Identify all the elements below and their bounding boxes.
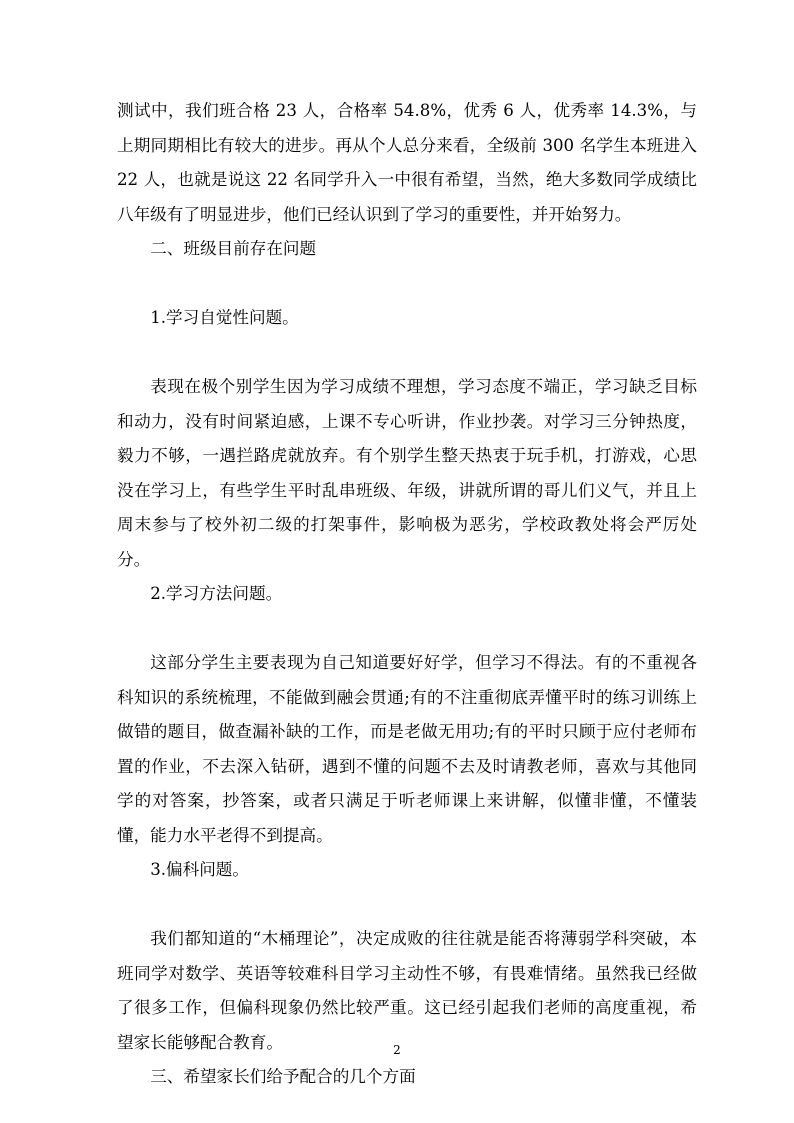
paragraph-test-results: 测试中，我们班合格 23 人，合格率 54.8%，优秀 6 人，优秀率 14.3%，与上期同期相比有较大的进步。再从个人总分来看，全级前 300 名学生本班进入 22 人，也就是说这 22 名同学升入一中很有希望，当然，绝大多数同学成绩比八年级有了明显进步，他们已经认识到了学习的重要性，并开始努力。 <box>117 101 697 224</box>
section-heading-current-problems: 二、班级目前存在问题 <box>150 239 317 258</box>
paragraph-study-method: 这部分学生主要表现为自己知道要好好学，但学习不得法。有的不重视各科知识的系统梳理，不能做到融会贯通;有的不注重彻底弄懂平时的练习训练上做错的题目，做查漏补缺的工作，而是老做无用功;有的平时只顾于应付老师布置的作业，不去深入钻研，遇到不懂的问题不去及时请教老师，喜欢与其他同学的对答案，抄答案，或者只满足于听老师课上来讲解，似懂非懂，不懂装懂，能力水平老得不到提高。 <box>117 653 697 845</box>
paragraph-subject-imbalance: 我们都知道的“木桶理论”，决定成败的往往就是能否将薄弱学科突破，本班同学对数学、英语等较难科目学习主动性不够，有畏难情绪。虽然我已经做了很多工作，但偏科现象仍然比较严重。这已经引起我们老师的高度重视，希望家长能够配合教育。 <box>117 929 697 1052</box>
document-body <box>117 94 697 1095</box>
paragraph-self-discipline: 表现在极个别学生因为学习成绩不理想，学习态度不端正，学习缺乏目标和动力，没有时间紧迫感，上课不专心听讲，作业抄袭。对学习三分钟热度，毅力不够，一遇拦路虎就放弃。有个别学生整天热衷于玩手机，打游戏，心思没在学习上，有些学生平时乱串班级、年级，讲就所谓的哥儿们义气，并且上周末参与了校外初二级的打架事件，影响极为恶劣，学校政教处将会严厉处分。 <box>117 377 697 569</box>
page-number: 2 <box>393 1043 401 1057</box>
subheading-self-discipline: 1.学习自觉性问题。 <box>150 308 299 327</box>
section-heading-parent-cooperation: 三、希望家长们给予配合的几个方面 <box>150 1067 416 1086</box>
subheading-study-method: 2.学习方法问题。 <box>150 584 283 603</box>
subheading-subject-imbalance: 3.偏科问题。 <box>150 860 249 879</box>
